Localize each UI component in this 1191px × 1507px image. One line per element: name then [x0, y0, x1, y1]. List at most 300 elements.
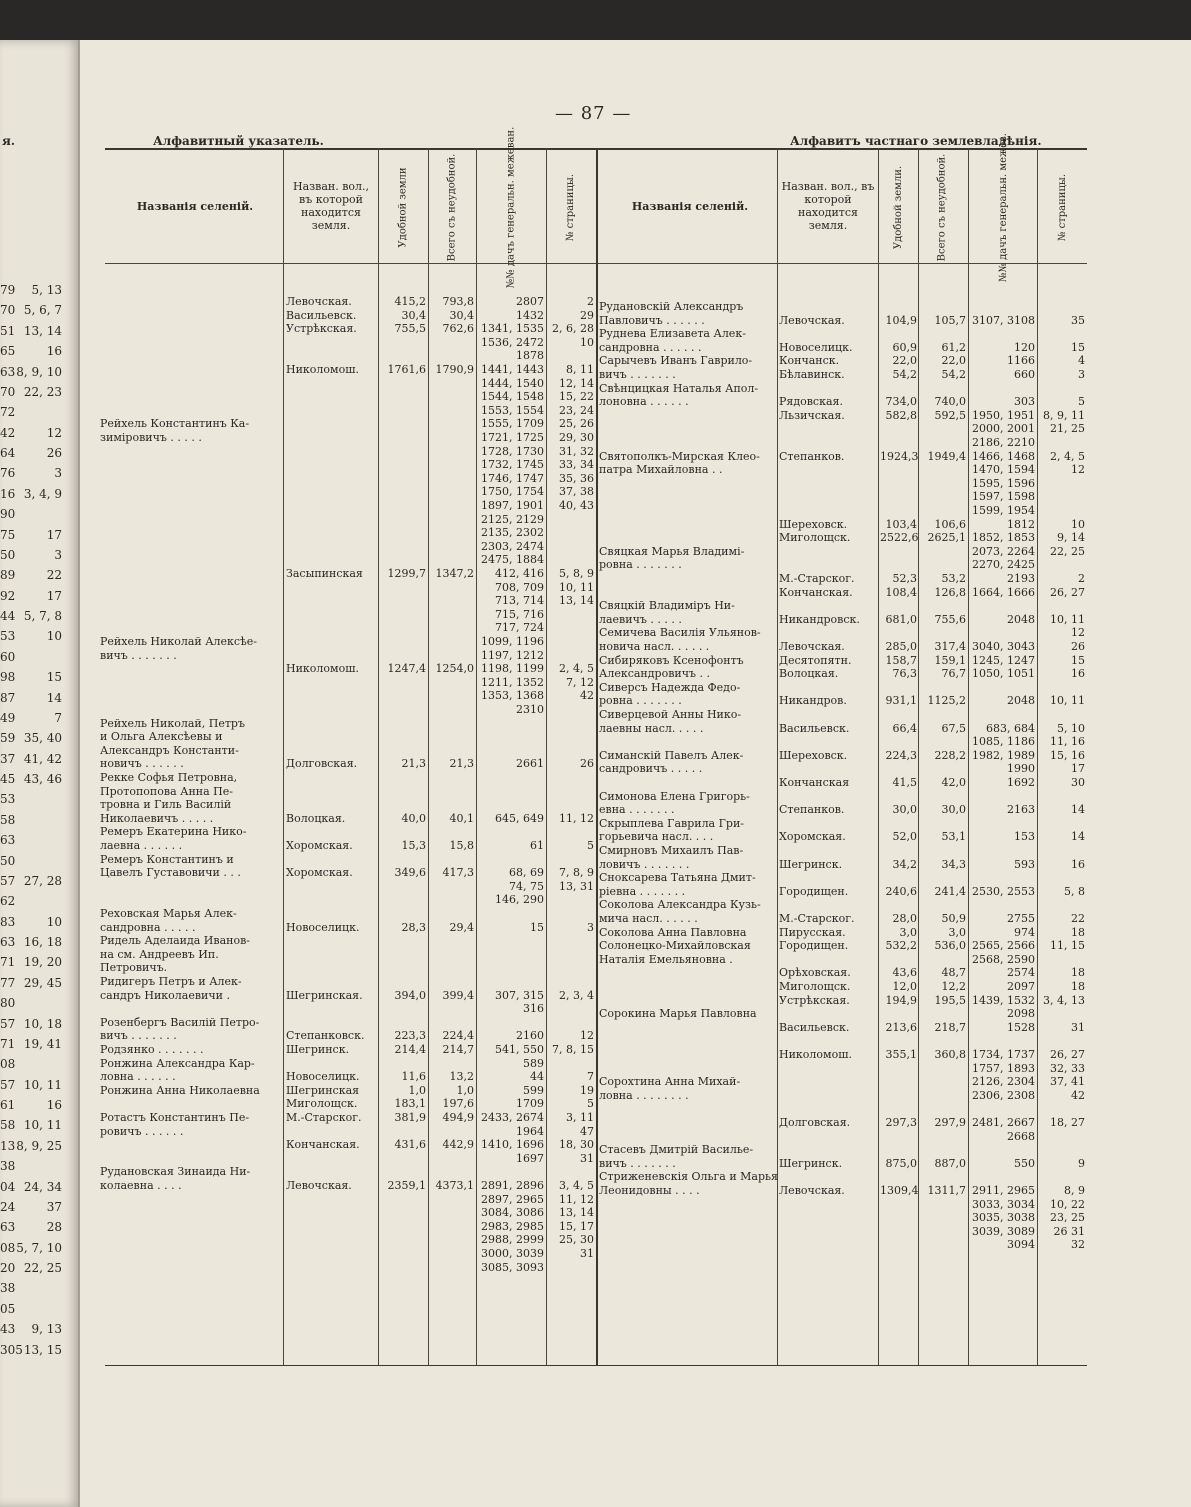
left-dach-cell: 2125, 2129	[481, 512, 544, 526]
left-fragment-number: 63	[0, 364, 16, 379]
right-udobnoy-cell: 60,9	[892, 340, 917, 354]
left-name-cell: Ремеръ Екатерина Нико-	[100, 825, 247, 839]
left-dach-cell: 1353, 1368	[481, 689, 544, 703]
left-stranicy-cell: 40, 43	[559, 499, 594, 512]
left-fragment-number: 77	[0, 975, 16, 990]
left-fragment-number: 83	[0, 914, 16, 929]
left-stranicy-cell: 5	[587, 839, 594, 852]
right-vsego-cell: 53,2	[941, 572, 966, 585]
right-dach-cell: 153	[1014, 830, 1035, 844]
right-volost-cell: Кончанская.	[779, 585, 853, 599]
right-udobnoy-cell: 52,0	[892, 830, 917, 844]
left-fragment-pages: 10	[46, 914, 62, 929]
left-fragment-number: 57	[0, 1077, 16, 1092]
right-dach-cell: 3039, 3089	[972, 1224, 1035, 1238]
right-stranicy-cell: 32, 33	[1050, 1061, 1085, 1075]
left-fragment-pages: 19, 41	[23, 1036, 62, 1051]
left-name-cell: сандровна . . . . .	[100, 920, 196, 934]
right-dach-cell: 1692	[1007, 776, 1035, 789]
right-volost-cell: Шегринск.	[779, 1156, 843, 1170]
left-stranicy-cell: 7, 8, 15	[552, 1043, 594, 1056]
left-stranicy-cell: 13, 14	[559, 594, 594, 608]
right-dach-cell: 303	[1014, 395, 1035, 409]
right-name-cell: сандровна . . . . . .	[599, 340, 702, 354]
right-dach-cell: 2306, 2308	[972, 1088, 1035, 1102]
left-fragment-pages: 28	[46, 1220, 62, 1235]
left-volost-cell: Васильевск.	[286, 308, 357, 322]
right-stranicy-cell: 26, 27	[1050, 1048, 1085, 1061]
left-fragment-pages: 5, 7, 10	[16, 1240, 62, 1255]
left-fragment-number: 45	[0, 772, 16, 787]
left-fragment-number: 08	[0, 1240, 16, 1255]
right-volost-cell: Николомош.	[779, 1048, 852, 1061]
right-udobnoy-cell: 158,7	[885, 653, 917, 667]
right-vsego-cell: 126,8	[934, 585, 966, 599]
right-name-cell: ріевна . . . . . . .	[599, 884, 686, 898]
left-stranicy-cell: 12, 14	[559, 376, 594, 390]
right-volost-cell: Рядовская.	[779, 395, 843, 409]
right-stranicy-cell: 2, 4, 5	[1050, 449, 1085, 463]
left-fragment-number: 98	[0, 670, 16, 685]
left-stranicy-cell: 31, 32	[559, 444, 594, 458]
right-dach-cell: 660	[1014, 368, 1035, 381]
left-name-cell: Ронжина Анна Николаевна	[100, 1083, 260, 1097]
left-name-cell: Ридигеръ Петръ и Алек-	[100, 975, 242, 988]
left-name-cell: Ронжина Александра Кар-	[100, 1056, 255, 1070]
left-udobnoy-cell: 431,6	[394, 1138, 426, 1152]
right-vsego-cell: 76,7	[941, 667, 966, 681]
right-vsego-cell: 34,3	[941, 857, 966, 871]
left-volost-cell: Кончанская.	[286, 1138, 360, 1152]
right-udobnoy-cell: 54,2	[892, 368, 917, 381]
left-dach-cell: 316	[523, 1002, 544, 1016]
column-rule	[476, 148, 477, 1365]
left-fragment-pages: 3	[54, 466, 62, 481]
right-vsego-cell: 50,9	[941, 912, 966, 925]
left-dach-cell: 2661	[516, 757, 544, 771]
left-udobnoy-cell: 183,1	[394, 1097, 426, 1111]
right-name-cell: лаевны насл. . . . .	[599, 721, 704, 735]
right-volost-cell: Орѣховская.	[779, 966, 851, 980]
left-stranicy-cell: 2, 3, 4	[559, 988, 594, 1002]
right-udobnoy-cell: 43,6	[892, 966, 917, 980]
right-vsego-cell: 887,0	[934, 1156, 966, 1170]
running-header-left: Алфавитный указатель.	[153, 134, 324, 148]
left-volost-cell: Устрѣкская.	[286, 322, 357, 336]
right-udobnoy-cell: 66,4	[892, 721, 917, 735]
left-vsego-cell: 40,1	[449, 811, 474, 825]
left-dach-cell: 3000, 3039	[481, 1247, 544, 1260]
right-volost-cell: Долговская.	[779, 1116, 851, 1129]
left-dach-cell: 1697	[516, 1151, 544, 1165]
right-name-cell: лаевичъ . . . . .	[599, 612, 682, 626]
left-page-header: я.	[2, 134, 16, 148]
left-fragment-pages: 37	[46, 1199, 62, 1214]
left-fragment-pages: 29, 45	[23, 975, 62, 990]
right-volost-cell: Левочская.	[779, 313, 845, 327]
right-volost-cell: М.-Старског.	[779, 912, 855, 925]
right-volost-cell: Бѣлавинск.	[779, 368, 845, 381]
left-stranicy-cell: 29	[580, 308, 594, 322]
right-name-cell: мича насл. . . . . .	[599, 912, 698, 925]
right-volost-cell: Устрѣкская.	[779, 993, 850, 1007]
left-stranicy-cell: 7, 12	[566, 675, 594, 689]
right-vsego-cell: 297,9	[934, 1116, 966, 1129]
left-vsego-cell: 494,9	[442, 1111, 474, 1124]
right-udobnoy-cell: 582,8	[885, 408, 917, 422]
left-fragment-number: 24	[0, 1199, 16, 1214]
left-volost-cell: Левочская.	[286, 1179, 352, 1192]
left-dach-cell: 412, 416	[495, 567, 544, 580]
left-fragment-pages: 27, 28	[23, 873, 62, 888]
left-dach-cell: 307, 315	[495, 988, 544, 1002]
left-dach-cell: 3084, 3086	[481, 1206, 544, 1220]
left-name-cell: ровичъ . . . . . .	[100, 1124, 184, 1138]
right-stranicy-cell: 10, 11	[1050, 612, 1085, 626]
right-vsego-cell: 360,8	[934, 1048, 966, 1061]
left-name-cell: зиміровичъ . . . . .	[100, 431, 202, 444]
left-udobnoy-cell: 21,3	[401, 757, 426, 771]
left-udobnoy-cell: 1247,4	[387, 662, 426, 676]
left-fragment-number: 43	[0, 1322, 16, 1337]
left-volost-cell: Новоселицк.	[286, 1070, 360, 1084]
left-dach-cell: 589	[523, 1056, 544, 1070]
left-stranicy-cell: 18, 30	[559, 1138, 594, 1152]
left-fragment-number: 89	[0, 568, 16, 583]
right-vsego-cell: 12,2	[941, 980, 966, 993]
right-udobnoy-cell: 22,0	[892, 354, 917, 368]
left-stranicy-cell: 2, 6, 28	[552, 322, 594, 336]
right-vsego-cell: 22,0	[941, 354, 966, 368]
left-udobnoy-cell: 349,6	[394, 866, 426, 880]
left-stranicy-cell: 33, 34	[559, 458, 594, 472]
column-header-udobnoy-2: Удобной земли.	[893, 165, 905, 249]
left-fragment-number: 58	[0, 812, 16, 827]
left-name-cell: новичъ . . . . . .	[100, 757, 184, 771]
left-name-cell: вичъ . . . . . . .	[100, 1029, 177, 1043]
right-udobnoy-cell: 103,4	[885, 517, 917, 531]
left-dach-cell: 2475, 1884	[481, 553, 544, 567]
running-header-right: Алфавитъ частнаго землевладѣнія.	[790, 134, 1042, 148]
left-fragment-number: 64	[0, 446, 16, 461]
right-stranicy-cell: 18	[1071, 925, 1085, 939]
right-stranicy-cell: 11, 15	[1050, 939, 1085, 953]
right-dach-cell: 1950, 1951	[972, 408, 1035, 422]
left-fragment-number: 53	[0, 629, 16, 644]
left-dach-cell: 1709	[516, 1097, 544, 1111]
left-fragment-number: 71	[0, 955, 16, 970]
right-udobnoy-cell: 931,1	[885, 694, 917, 708]
left-stranicy-cell: 25, 26	[559, 417, 594, 431]
right-dach-cell: 1439, 1532	[972, 993, 1035, 1007]
left-stranicy-cell: 31	[580, 1247, 594, 1260]
left-dach-cell: 645, 649	[495, 811, 544, 825]
right-udobnoy-cell: 30,0	[892, 803, 917, 817]
column-header-name-2: Названія селеній.	[631, 200, 749, 213]
right-dach-cell: 1852, 1853	[972, 531, 1035, 545]
left-vsego-cell: 29,4	[449, 920, 474, 934]
left-fragment-number: 08	[0, 1057, 16, 1072]
left-fragment-pages: 5, 13	[31, 283, 62, 297]
left-name-cell: Протопопова Анна Пе-	[100, 784, 233, 798]
left-dach-cell: 1536, 2472	[481, 335, 544, 349]
right-stranicy-cell: 15	[1071, 340, 1085, 354]
right-volost-cell: Васильевск.	[779, 1020, 850, 1034]
right-dach-cell: 3094	[1007, 1238, 1035, 1252]
left-vsego-cell: 399,4	[442, 988, 474, 1002]
left-fragment-pages: 7	[54, 710, 62, 725]
right-dach-cell: 2048	[1007, 694, 1035, 708]
right-vsego-cell: 159,1	[934, 653, 966, 667]
right-stranicy-cell: 31	[1071, 1020, 1085, 1034]
left-name-cell: Рейхель Николай Алексѣе-	[100, 635, 257, 648]
right-udobnoy-cell: 355,1	[885, 1048, 917, 1061]
right-udobnoy-cell: 532,2	[885, 939, 917, 953]
left-fragment-pages: 10, 11	[23, 1118, 62, 1133]
right-volost-cell: Левочская.	[779, 1184, 845, 1197]
right-volost-cell: Хоромская.	[779, 830, 846, 844]
right-stranicy-cell: 8, 9, 11	[1043, 408, 1085, 422]
left-stranicy-cell: 7	[587, 1070, 594, 1084]
left-volost-cell: Волоцкая.	[286, 811, 346, 825]
left-name-cell: Ротастъ Константинъ Пе-	[100, 1111, 250, 1124]
left-dach-cell: 1721, 1725	[481, 431, 544, 444]
left-name-cell: Рейхель Николай, Петръ	[100, 716, 245, 730]
right-name-cell: Александровичъ . .	[599, 667, 710, 681]
right-dach-cell: 120	[1014, 340, 1035, 354]
column-rule	[428, 148, 429, 1365]
right-udobnoy-cell: 1309,4	[880, 1184, 919, 1197]
left-fragment-number: 53	[0, 792, 16, 807]
column-header-stranicy-2: № страницы.	[1057, 173, 1069, 241]
left-dach-cell: 15	[530, 920, 544, 934]
right-dach-cell: 3033, 3034	[972, 1197, 1035, 1211]
left-stranicy-cell: 13, 14	[559, 1206, 594, 1220]
left-fragment-number: 63	[0, 1220, 16, 1235]
right-dach-cell: 1470, 1594	[972, 463, 1035, 477]
left-fragment-number: 90	[0, 507, 16, 522]
right-vsego-cell: 228,2	[934, 748, 966, 762]
left-volost-cell: Засыпинская	[286, 567, 363, 580]
left-udobnoy-cell: 40,0	[401, 811, 426, 825]
right-name-cell: ловичъ . . . . . . .	[599, 857, 690, 871]
right-dach-cell: 2530, 2553	[972, 884, 1035, 898]
right-dach-cell: 1597, 1598	[972, 490, 1035, 504]
left-vsego-cell: 793,8	[442, 295, 474, 308]
right-stranicy-cell: 9, 14	[1057, 531, 1085, 545]
left-name-cell: Рудановская Зинаида Ни-	[100, 1165, 251, 1179]
left-name-cell: Ридель Аделаида Иванов-	[100, 934, 251, 948]
left-dach-cell: 2160	[516, 1029, 544, 1043]
right-stranicy-cell: 14	[1071, 803, 1085, 817]
left-dach-cell: 1964	[516, 1124, 544, 1138]
left-stranicy-cell: 13, 31	[559, 879, 594, 893]
right-name-cell: Святополкъ-Мирская Клео-	[599, 449, 760, 463]
left-fragment-number: 20	[0, 1261, 16, 1276]
left-dach-cell: 715, 716	[495, 607, 544, 621]
left-fragment-number: 50	[0, 853, 16, 868]
left-udobnoy-cell: 28,3	[401, 920, 426, 934]
left-stranicy-cell: 47	[580, 1124, 594, 1138]
left-vsego-cell: 224,4	[442, 1029, 474, 1043]
left-dach-cell: 1198, 1199	[481, 662, 544, 676]
right-volost-cell: Кончанск.	[779, 354, 840, 368]
left-fragment-pages: 5, 6, 7	[23, 303, 62, 318]
left-name-cell: Николаевичъ . . . . .	[100, 811, 214, 825]
right-udobnoy-cell: 108,4	[885, 585, 917, 599]
left-stranicy-cell: 8, 11	[566, 363, 594, 376]
left-volost-cell: Степанковск.	[286, 1029, 365, 1043]
left-dach-cell: 68, 69	[509, 866, 544, 880]
left-fragment-number: 75	[0, 527, 16, 542]
left-fragment-number: 65	[0, 344, 16, 359]
right-dach-cell: 2755	[1007, 912, 1035, 925]
right-volost-cell: Шереховск.	[779, 748, 848, 762]
right-vsego-cell: 61,2	[941, 340, 966, 354]
left-dach-cell: 1410, 1696	[481, 1138, 544, 1152]
left-fragment-number: 37	[0, 751, 16, 766]
left-volost-cell: Николомош.	[286, 662, 359, 676]
left-dach-cell: 2988, 2999	[481, 1233, 544, 1247]
left-name-cell: Рекке Софья Петровна,	[100, 771, 238, 784]
left-dach-cell: 1878	[516, 349, 544, 363]
right-stranicy-cell: 5, 10	[1057, 721, 1085, 735]
right-dach-cell: 1085, 1186	[972, 735, 1035, 749]
right-stranicy-cell: 12	[1071, 463, 1085, 477]
left-vsego-cell: 417,3	[442, 866, 474, 880]
right-vsego-cell: 53,1	[941, 830, 966, 844]
left-dach-cell: 1750, 1754	[481, 485, 544, 499]
left-fragment-pages: 16	[46, 344, 62, 359]
left-fragment-number: 44	[0, 609, 16, 624]
column-header-dach: №№ дачъ генеральн. межеван.	[505, 126, 517, 288]
left-stranicy-cell: 5	[587, 1097, 594, 1111]
right-name-cell: Павловичъ . . . . . .	[599, 313, 705, 327]
right-dach-cell: 2668	[1007, 1129, 1035, 1143]
left-fragment-number: 59	[0, 731, 16, 746]
left-udobnoy-cell: 223,3	[394, 1029, 426, 1043]
right-dach-cell: 1757, 1893	[972, 1061, 1035, 1075]
left-fragment-number: 80	[0, 996, 16, 1011]
left-fragment-number: 76	[0, 466, 16, 481]
right-vsego-cell: 106,6	[934, 517, 966, 531]
right-vsego-cell: 241,4	[934, 884, 966, 898]
right-stranicy-cell: 18	[1071, 980, 1085, 993]
left-dach-cell: 2303, 2474	[481, 539, 544, 553]
right-dach-cell: 1664, 1666	[972, 585, 1035, 599]
left-volost-cell: Долговская.	[286, 757, 358, 771]
right-stranicy-cell: 10, 22	[1050, 1197, 1085, 1211]
right-udobnoy-cell: 194,9	[885, 993, 917, 1007]
right-name-cell: ровна . . . . . . .	[599, 694, 682, 708]
right-dach-cell: 3035, 3038	[972, 1211, 1035, 1225]
left-name-cell: ловна . . . . . .	[100, 1070, 176, 1084]
right-dach-cell: 2565, 2566	[972, 939, 1035, 953]
column-header-stranicy: № страницы.	[565, 173, 577, 241]
right-stranicy-cell: 3	[1078, 368, 1085, 381]
left-dach-cell: 1197, 1212	[481, 648, 544, 662]
right-volost-cell: Миголощск.	[779, 531, 851, 545]
right-dach-cell: 974	[1014, 925, 1035, 939]
left-vsego-cell: 1347,2	[435, 567, 474, 580]
left-stranicy-cell: 29, 30	[559, 431, 594, 444]
left-dach-cell: 2897, 2965	[481, 1192, 544, 1206]
left-name-cell: лаевна . . . . . .	[100, 839, 183, 852]
left-fragment-pages: 26	[46, 446, 62, 461]
right-stranicy-cell: 18, 27	[1050, 1116, 1085, 1129]
left-stranicy-cell: 26	[580, 757, 594, 771]
right-volost-cell: Шереховск.	[779, 517, 848, 531]
right-vsego-cell: 2625,1	[927, 531, 966, 545]
left-dach-cell: 599	[523, 1083, 544, 1097]
right-vsego-cell: 1125,2	[927, 694, 966, 708]
left-volost-cell: Шегринская	[286, 1083, 360, 1097]
left-stranicy-cell: 15, 17	[559, 1219, 594, 1233]
right-volost-cell: М.-Старског.	[779, 572, 855, 585]
right-volost-cell: Льзичская.	[779, 408, 845, 422]
left-stranicy-cell: 3	[587, 920, 594, 934]
left-fragment-pages: 3, 4, 9	[23, 486, 62, 501]
left-fragment-number: 13	[0, 1138, 16, 1153]
right-volost-cell: Шегринск.	[779, 857, 843, 871]
left-stranicy-cell: 12	[580, 1029, 594, 1043]
left-stranicy-cell: 19	[580, 1083, 594, 1097]
right-name-cell: Сиверцевой Анны Нико-	[599, 708, 742, 721]
right-stranicy-cell: 30	[1071, 776, 1085, 789]
left-fragment-pages: 19, 20	[23, 955, 62, 970]
right-dach-cell: 1599, 1954	[972, 504, 1035, 517]
left-fragment-pages: 22, 23	[23, 384, 62, 399]
right-volost-cell: Десятопятн.	[779, 653, 852, 667]
left-udobnoy-cell: 2359,1	[387, 1179, 426, 1192]
page-number: — 87 —	[555, 103, 632, 124]
right-volost-cell: Новоселицк.	[779, 340, 853, 354]
right-dach-cell: 2048	[1007, 612, 1035, 626]
left-vsego-cell: 762,6	[442, 322, 474, 336]
left-volost-cell: Миголощск.	[286, 1097, 358, 1111]
right-name-cell: вичъ . . . . . . .	[599, 368, 676, 381]
right-name-cell: Смирновъ Михаилъ Пав-	[599, 844, 744, 857]
right-stranicy-cell: 15	[1071, 653, 1085, 667]
left-vsego-cell: 30,4	[449, 308, 474, 322]
right-volost-cell: Левочская.	[779, 640, 845, 653]
right-name-cell: Стасевъ Дмитрій Василье-	[599, 1143, 754, 1157]
left-stranicy-cell: 11, 12	[559, 1192, 594, 1206]
column-header-volost-2: Назван. вол., въ которой находится земля.	[781, 180, 875, 232]
left-stranicy-cell: 10, 11	[559, 580, 594, 594]
right-stranicy-cell: 12	[1071, 626, 1085, 640]
right-vsego-cell: 1311,7	[927, 1184, 966, 1197]
column-rule	[968, 148, 969, 1365]
right-stranicy-cell: 9	[1078, 1156, 1085, 1170]
left-stranicy-cell: 11, 12	[559, 811, 594, 825]
right-name-cell: Свяцкій Владиміръ Ни-	[599, 599, 735, 613]
left-name-cell: сандръ Николаевичи .	[100, 988, 230, 1002]
left-fragment-pages: 15	[46, 670, 62, 685]
right-vsego-cell: 42,0	[941, 776, 966, 789]
left-fragment-pages: 8, 9, 10	[16, 364, 62, 379]
right-udobnoy-cell: 28,0	[892, 912, 917, 925]
right-dach-cell: 2911, 2965	[972, 1184, 1035, 1197]
left-fragment-pages: 22, 25	[23, 1261, 62, 1276]
left-fragment-pages: 12	[46, 425, 62, 440]
left-fragment-number: 04	[0, 1179, 16, 1194]
right-udobnoy-cell: 3,0	[899, 925, 917, 939]
right-name-cell: евна . . . . . . .	[599, 803, 675, 817]
right-dach-cell: 2098	[1007, 1007, 1035, 1021]
right-stranicy-cell: 42	[1071, 1088, 1085, 1102]
left-dach-cell: 1444, 1540	[481, 376, 544, 390]
